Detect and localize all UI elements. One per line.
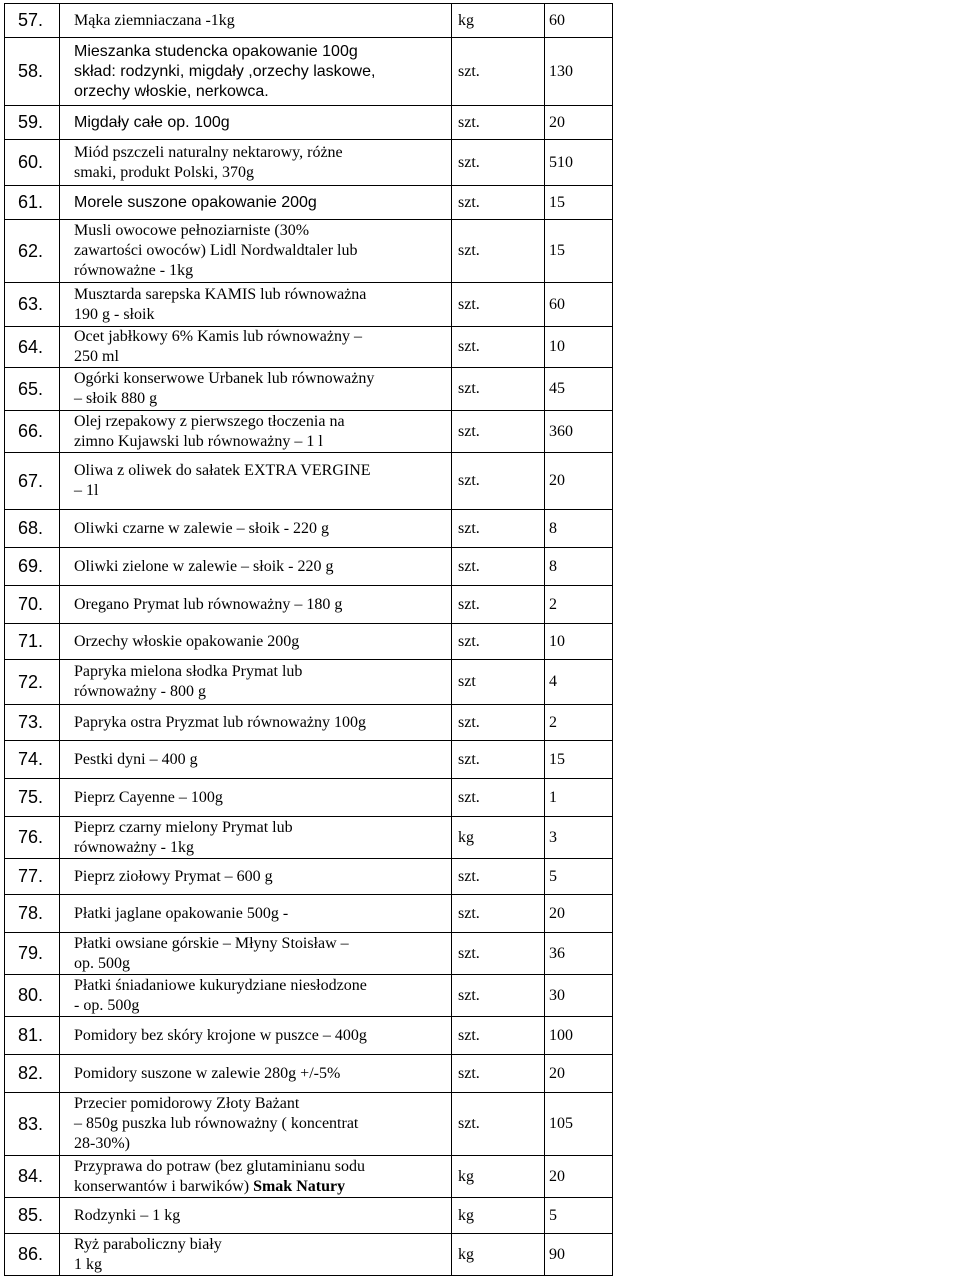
- row-number: 68.: [5, 510, 60, 548]
- table-row: [5, 453, 613, 510]
- quantity-cell: 130: [545, 38, 613, 106]
- product-name-line: – 1l: [74, 482, 99, 499]
- product-name: [60, 1017, 452, 1055]
- unit-cell: szt.: [452, 895, 545, 933]
- product-name: [60, 4, 452, 38]
- product-name: [60, 1198, 452, 1234]
- unit-cell: szt.: [452, 327, 545, 368]
- row-number: 59.: [5, 106, 60, 140]
- unit-cell: szt.: [452, 624, 545, 660]
- row-number: 71.: [5, 624, 60, 660]
- table-row: [5, 186, 613, 220]
- table-row: [5, 411, 613, 453]
- unit-cell: szt.: [452, 220, 545, 283]
- product-name-line: 28-30%): [74, 1135, 130, 1152]
- quantity-cell: 10: [545, 327, 613, 368]
- table-row: [5, 283, 613, 327]
- product-name-line: Oregano Prymat lub równoważny – 180 g: [74, 595, 343, 613]
- product-name: [60, 220, 452, 283]
- unit-cell: szt.: [452, 705, 545, 741]
- row-number: 58.: [5, 38, 60, 106]
- unit-cell: szt.: [452, 741, 545, 779]
- table-row: [5, 741, 613, 779]
- row-number: 70.: [5, 586, 60, 624]
- unit-cell: kg: [452, 817, 545, 859]
- product-name-line: Przyprawa do potraw (bez glutaminianu sodu: [74, 1157, 366, 1175]
- product-name-line: – 850g puszka lub równoważny ( koncentrat: [74, 1115, 359, 1132]
- quantity-cell: 36: [545, 933, 613, 975]
- row-number: 83.: [5, 1093, 60, 1156]
- table-row: [5, 38, 613, 106]
- unit-cell: szt.: [452, 411, 545, 453]
- quantity-cell: 5: [545, 1198, 613, 1234]
- unit-cell: szt.: [452, 586, 545, 624]
- unit-cell: szt.: [452, 140, 545, 186]
- table-row: [5, 895, 613, 933]
- product-name-line: Olej rzepakowy z pierwszego tłoczenia na: [74, 412, 345, 430]
- product-name: [60, 895, 452, 933]
- product-table: [4, 3, 613, 1276]
- row-number: 75.: [5, 779, 60, 817]
- product-name: [60, 741, 452, 779]
- quantity-cell: 5: [545, 859, 613, 895]
- table-row: [5, 660, 613, 705]
- product-name-line: równoważny - 1kg: [74, 838, 194, 856]
- product-name: [60, 140, 452, 186]
- product-name-line: Ogórki konserwowe Urbanek lub równoważny: [74, 370, 375, 387]
- table-row: [5, 1234, 613, 1276]
- row-number: 65.: [5, 368, 60, 411]
- product-name-line: Mieszanka studencka opakowanie 100g: [74, 42, 358, 60]
- quantity-cell: 20: [545, 895, 613, 933]
- product-name-line: Pieprz Cayenne – 100g: [74, 788, 223, 806]
- quantity-cell: 4: [545, 660, 613, 705]
- quantity-cell: 8: [545, 510, 613, 548]
- unit-cell: szt.: [452, 859, 545, 895]
- product-name-line: Rodzynki – 1 kg: [74, 1206, 181, 1224]
- table-row: [5, 510, 613, 548]
- product-name: [60, 453, 452, 510]
- product-name-line: Pieprz ziołowy Prymat – 600 g: [74, 867, 273, 885]
- product-name-line: Płatki śniadaniowe kukurydziane niesłodzone: [74, 976, 367, 994]
- product-name-line: Oliwki czarne w zalewie – słoik - 220 g: [74, 519, 330, 537]
- product-name-line: 190 g - słoik: [74, 305, 155, 323]
- product-name-line: - op. 500g: [74, 996, 140, 1014]
- table-row: [5, 624, 613, 660]
- unit-cell: szt.: [452, 779, 545, 817]
- table-row: [5, 1198, 613, 1234]
- product-name-line: Płatki owsiane górskie – Młyny Stoisław –: [74, 934, 349, 952]
- product-name: [60, 38, 452, 106]
- product-name-line: Oliwki zielone w zalewie – słoik - 220 g: [74, 557, 334, 575]
- table-row: [5, 779, 613, 817]
- product-name-line: smaki, produkt Polski, 370g: [74, 163, 255, 181]
- unit-cell: szt.: [452, 38, 545, 106]
- row-number: 85.: [5, 1198, 60, 1234]
- row-number: 69.: [5, 548, 60, 586]
- product-name-line: Musli owocowe pełnoziarniste (30%: [74, 222, 310, 239]
- product-name-line: Mąka ziemniaczana -1kg: [74, 11, 235, 29]
- table-row: [5, 4, 613, 38]
- quantity-cell: 1: [545, 779, 613, 817]
- product-name: [60, 933, 452, 975]
- unit-cell: szt.: [452, 510, 545, 548]
- row-number: 72.: [5, 660, 60, 705]
- table-row: [5, 1093, 613, 1156]
- quantity-cell: 510: [545, 140, 613, 186]
- product-name: [60, 1156, 452, 1198]
- row-number: 57.: [5, 4, 60, 38]
- unit-cell: kg: [452, 1156, 545, 1198]
- product-name-line: konserwantów i barwików) Smak Natury: [74, 1177, 346, 1195]
- row-number: 63.: [5, 283, 60, 327]
- product-name: [60, 817, 452, 859]
- quantity-cell: 90: [545, 1234, 613, 1276]
- quantity-cell: 20: [545, 1156, 613, 1198]
- product-name-line: Pomidory bez skóry krojone w puszce – 400g: [74, 1026, 367, 1044]
- table-row: [5, 368, 613, 411]
- product-name: [60, 510, 452, 548]
- product-name: [60, 975, 452, 1017]
- product-name-line: Morele suszone opakowanie 200g: [74, 193, 317, 211]
- product-name-line: Pestki dyni – 400 g: [74, 750, 198, 768]
- product-name-line: 250 ml: [74, 348, 119, 365]
- quantity-cell: 3: [545, 817, 613, 859]
- product-name-line: Papryka mielona słodka Prymat lub: [74, 663, 303, 680]
- product-name: [60, 1055, 452, 1093]
- product-name-line: Oliwa z oliwek do sałatek EXTRA VERGINE: [74, 462, 371, 479]
- quantity-cell: 100: [545, 1017, 613, 1055]
- unit-cell: szt.: [452, 975, 545, 1017]
- table-row: [5, 859, 613, 895]
- unit-cell: szt.: [452, 548, 545, 586]
- unit-cell: szt.: [452, 106, 545, 140]
- table-row: [5, 1055, 613, 1093]
- product-name-line: zimno Kujawski lub równoważny – 1 l: [74, 432, 323, 450]
- product-name: [60, 1093, 452, 1156]
- unit-cell: kg: [452, 4, 545, 38]
- product-name: [60, 186, 452, 220]
- brand-name-bold: Smak Natury: [253, 1177, 346, 1195]
- unit-cell: szt.: [452, 283, 545, 327]
- table-row: [5, 975, 613, 1017]
- row-number: 79.: [5, 933, 60, 975]
- quantity-cell: 15: [545, 741, 613, 779]
- table-row: [5, 586, 613, 624]
- quantity-cell: 60: [545, 283, 613, 327]
- row-number: 80.: [5, 975, 60, 1017]
- product-name-line: Pieprz czarny mielony Prymat lub: [74, 818, 293, 836]
- row-number: 67.: [5, 453, 60, 510]
- product-name-line: Płatki jaglane opakowanie 500g -: [74, 904, 289, 922]
- table-row: [5, 1156, 613, 1198]
- unit-cell: szt.: [452, 453, 545, 510]
- quantity-cell: 20: [545, 106, 613, 140]
- row-number: 66.: [5, 411, 60, 453]
- quantity-cell: 60: [545, 4, 613, 38]
- quantity-cell: 45: [545, 368, 613, 411]
- unit-cell: szt.: [452, 186, 545, 220]
- table-row: [5, 106, 613, 140]
- product-name: [60, 283, 452, 327]
- product-name: [60, 705, 452, 741]
- row-number: 82.: [5, 1055, 60, 1093]
- product-name-line: Papryka ostra Pryzmat lub równoważny 100g: [74, 713, 366, 731]
- product-name: [60, 660, 452, 705]
- quantity-cell: 15: [545, 186, 613, 220]
- product-name-line: skład: rodzynki, migdały ,orzechy laskowe,: [74, 62, 376, 80]
- row-number: 78.: [5, 895, 60, 933]
- row-number: 77.: [5, 859, 60, 895]
- product-name: [60, 779, 452, 817]
- quantity-cell: 2: [545, 705, 613, 741]
- table-row: [5, 140, 613, 186]
- quantity-cell: 360: [545, 411, 613, 453]
- row-number: 84.: [5, 1156, 60, 1198]
- row-number: 61.: [5, 186, 60, 220]
- quantity-cell: 8: [545, 548, 613, 586]
- product-name: [60, 368, 452, 411]
- quantity-cell: 105: [545, 1093, 613, 1156]
- product-name: [60, 1234, 452, 1276]
- unit-cell: kg: [452, 1234, 545, 1276]
- row-number: 86.: [5, 1234, 60, 1276]
- row-number: 64.: [5, 327, 60, 368]
- product-name-line: równoważny - 800 g: [74, 683, 206, 700]
- row-number: 76.: [5, 817, 60, 859]
- quantity-cell: 2: [545, 586, 613, 624]
- product-name: [60, 106, 452, 140]
- unit-cell: szt.: [452, 1055, 545, 1093]
- product-name-line: Migdały całe op. 100g: [74, 113, 230, 131]
- unit-cell: kg: [452, 1198, 545, 1234]
- product-name-line: – słoik 880 g: [74, 390, 158, 407]
- product-name: [60, 411, 452, 453]
- product-name-line: 1 kg: [74, 1255, 102, 1273]
- table-row: [5, 933, 613, 975]
- product-name-line: Pomidory suszone w zalewie 280g +/-5%: [74, 1064, 341, 1082]
- row-number: 74.: [5, 741, 60, 779]
- unit-cell: szt: [452, 660, 545, 705]
- product-name-line: równoważne - 1kg: [74, 262, 194, 279]
- product-name-line: zawartości owoców) Lidl Nordwaldtaler lub: [74, 242, 358, 259]
- table-row: [5, 817, 613, 859]
- row-number: 62.: [5, 220, 60, 283]
- product-name: [60, 586, 452, 624]
- quantity-cell: 20: [545, 453, 613, 510]
- product-name-line: Musztarda sarepska KAMIS lub równoważna: [74, 285, 367, 303]
- quantity-cell: 20: [545, 1055, 613, 1093]
- row-number: 81.: [5, 1017, 60, 1055]
- unit-cell: szt.: [452, 1093, 545, 1156]
- product-name: [60, 859, 452, 895]
- unit-cell: szt.: [452, 368, 545, 411]
- unit-cell: szt.: [452, 933, 545, 975]
- table-row: [5, 327, 613, 368]
- product-table-body: [5, 4, 613, 1276]
- table-row: [5, 220, 613, 283]
- product-name-line: Miód pszczeli naturalny nektarowy, różne: [74, 143, 343, 161]
- product-name-line: Ryż paraboliczny biały: [74, 1235, 222, 1253]
- product-name-line: op. 500g: [74, 954, 130, 972]
- unit-cell: szt.: [452, 1017, 545, 1055]
- product-name-line: Przecier pomidorowy Złoty Bażant: [74, 1095, 300, 1112]
- table-row: [5, 548, 613, 586]
- table-row: [5, 705, 613, 741]
- row-number: 73.: [5, 705, 60, 741]
- row-number: 60.: [5, 140, 60, 186]
- product-name: [60, 548, 452, 586]
- table-row: [5, 1017, 613, 1055]
- quantity-cell: 30: [545, 975, 613, 1017]
- product-name-line: Ocet jabłkowy 6% Kamis lub równoważny –: [74, 328, 362, 345]
- quantity-cell: 15: [545, 220, 613, 283]
- product-name: [60, 624, 452, 660]
- product-name-line: Orzechy włoskie opakowanie 200g: [74, 632, 300, 650]
- quantity-cell: 10: [545, 624, 613, 660]
- product-name: [60, 327, 452, 368]
- product-name-line: orzechy włoskie, nerkowca.: [74, 82, 269, 100]
